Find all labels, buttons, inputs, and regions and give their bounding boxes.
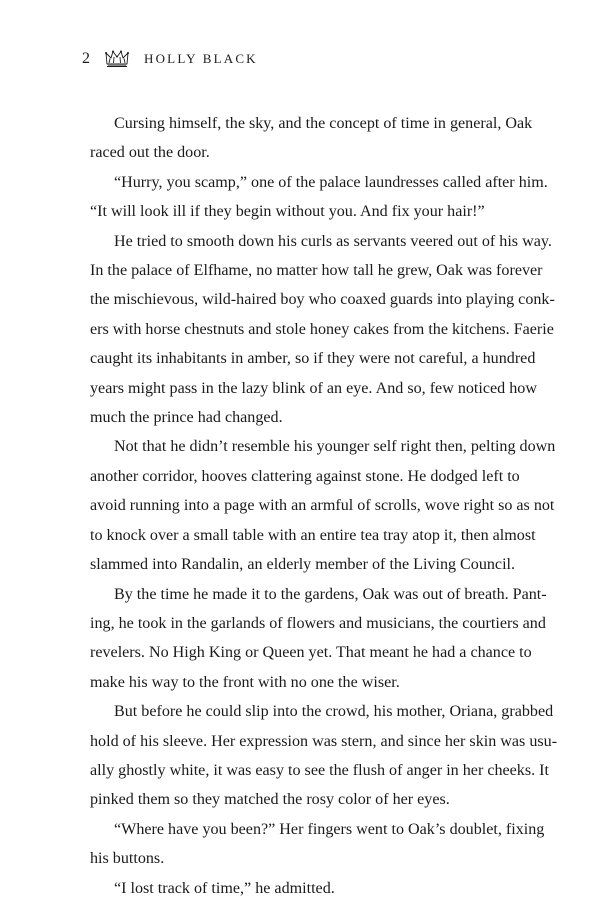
text-line: to knock over a small table with an entire tea tray atop it, then almost — [90, 526, 536, 544]
text-line: “Hurry, you scamp,” one of the palace laundresses called after him. — [114, 173, 548, 191]
text-line: “I lost track of time,” he admitted. — [114, 879, 335, 897]
text-line: ally ghostly white, it was easy to see the flush of anger in her cheeks. It — [90, 761, 549, 779]
text-line: make his way to the front with no one the wiser. — [90, 673, 400, 691]
paragraph — [90, 815, 545, 874]
text-line: slammed into Randalin, an elderly member of the Living Council. — [90, 556, 516, 574]
text-line: raced out the door. — [90, 144, 210, 162]
author-name: HOLLY BLACK — [144, 51, 258, 66]
paragraph — [90, 109, 533, 168]
text-line: revelers. No High King or Queen yet. That meant he had a chance to — [90, 644, 532, 662]
crown-icon — [104, 49, 130, 69]
paragraph — [90, 432, 556, 579]
text-line: He tried to smooth down his curls as servants veered out of his way. — [114, 232, 552, 250]
paragraph — [90, 874, 510, 903]
text-line: years might pass in the lazy blink of an eye. And so, few noticed how — [90, 379, 537, 397]
text-line: Cursing himself, the sky, and the concept of time in general, Oak — [114, 115, 533, 132]
text-line: avoid running into a page with an armful of scrolls, wove right so as not — [90, 497, 555, 515]
page-number: 2 — [82, 50, 90, 67]
paragraph — [90, 227, 555, 433]
text-line: By the time he made it to the gardens, Oak was out of breath. Pant- — [114, 585, 547, 603]
text-line: pinked them so they matched the rosy color of her eyes. — [90, 791, 450, 809]
text-line: ers with horse chestnuts and stole honey cakes from the kitchens. Faerie — [90, 320, 554, 338]
text-line: much the prince had changed. — [90, 409, 283, 427]
text-line: caught its inhabitants in amber, so if they were not careful, a hundred — [90, 350, 536, 368]
page-body — [90, 109, 558, 903]
text-line: In the palace of Elfhame, no matter how tall he grew, Oak was forever — [90, 262, 543, 280]
text-line: “It will look ill if they begin without you. And fix your hair!” — [90, 203, 485, 221]
text-line: ing, he took in the garlands of flowers and musicians, the courtiers and — [90, 614, 546, 632]
text-line: his buttons. — [90, 850, 165, 868]
text-line: Not that he didn’t resemble his younger self right then, pelting down — [114, 438, 556, 456]
text-line: “Where have you been?” Her fingers went to Oak’s doublet, fixing — [114, 820, 545, 838]
text-line: another corridor, hooves clattering against stone. He dodged left to — [90, 467, 520, 485]
paragraph — [90, 697, 558, 815]
running-header — [82, 47, 258, 71]
paragraph — [90, 580, 547, 698]
text-line: hold of his sleeve. Her expression was stern, and since her skin was usu- — [90, 732, 558, 750]
paragraph — [90, 168, 548, 227]
text-line: the mischievous, wild-haired boy who coaxed guards into playing conk- — [90, 291, 555, 309]
text-line: But before he could slip into the crowd, his mother, Oriana, grabbed — [114, 703, 554, 721]
